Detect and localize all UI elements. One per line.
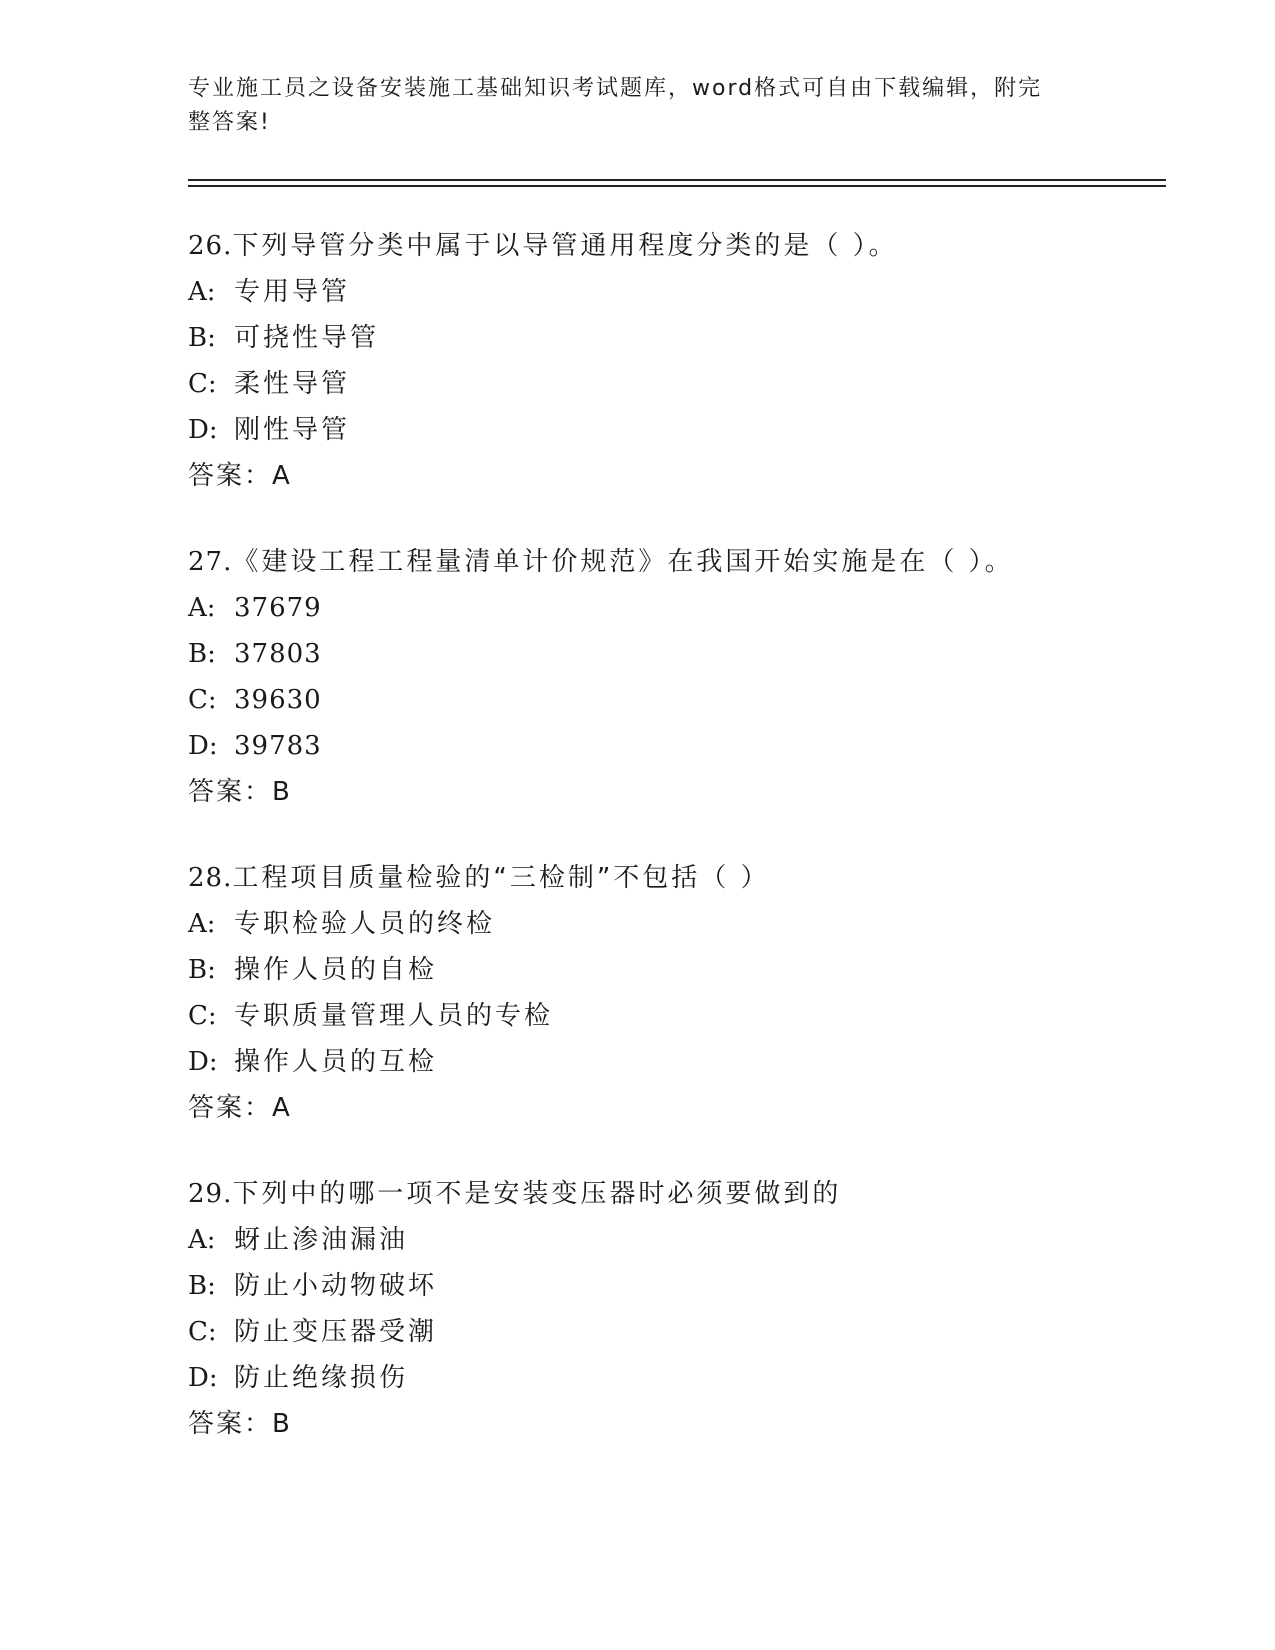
option-key: B: [188, 1271, 216, 1301]
header-line-2: 整答案! [188, 110, 271, 135]
answer-value: B [272, 777, 290, 807]
question-number: 29. [188, 1179, 233, 1209]
question-29 [188, 1171, 1168, 1447]
option-text: 专用导管 [234, 277, 351, 307]
option-b [188, 315, 1168, 361]
question-text: 下列中的哪一项不是安装变压器时必须要做到的 [232, 1179, 842, 1209]
answer-value: A [272, 1093, 290, 1123]
question-title [188, 223, 1168, 269]
option-b [188, 631, 1168, 677]
question-title [188, 855, 1168, 901]
option-d [188, 1355, 1168, 1401]
option-key: B: [188, 639, 216, 669]
option-d [188, 1039, 1168, 1085]
option-text: 专职质量管理人员的专检 [234, 1001, 554, 1031]
question-27 [188, 539, 1168, 815]
option-key: B: [188, 955, 216, 985]
option-text: 操作人员的自检 [234, 955, 438, 985]
option-b [188, 1263, 1168, 1309]
option-text: 39630 [234, 685, 322, 715]
option-c [188, 361, 1168, 407]
question-title [188, 1171, 1168, 1217]
answer-label: 答案： [188, 777, 273, 807]
option-text: 操作人员的互检 [234, 1047, 438, 1077]
option-text: 刚性导管 [234, 415, 351, 445]
option-text: 37679 [234, 593, 322, 623]
option-key: C: [188, 1317, 217, 1347]
answer-line [188, 1401, 1168, 1447]
option-a [188, 269, 1168, 315]
document-header [188, 72, 1088, 140]
question-text: 工程项目质量检验的“三检制”不包括（ ） [232, 863, 770, 893]
option-key: D: [188, 1363, 218, 1393]
option-a [188, 585, 1168, 631]
option-text: 防止绝缘损伤 [234, 1363, 409, 1393]
option-key: C: [188, 1001, 217, 1031]
answer-line [188, 453, 1168, 499]
option-text: 柔性导管 [234, 369, 351, 399]
answer-label: 答案： [188, 1409, 273, 1439]
option-key: D: [188, 1047, 218, 1077]
option-b [188, 947, 1168, 993]
question-28 [188, 855, 1168, 1131]
header-divider-bottom [188, 185, 1166, 187]
header-divider-top [188, 179, 1166, 181]
option-c [188, 1309, 1168, 1355]
option-key: A: [188, 593, 216, 623]
question-number: 26. [188, 231, 233, 261]
option-key: A: [188, 277, 216, 307]
option-key: C: [188, 685, 217, 715]
option-text: 防止变压器受潮 [234, 1317, 438, 1347]
answer-label: 答案： [188, 461, 273, 491]
option-key: A: [188, 909, 216, 939]
option-text: 可挠性导管 [234, 323, 380, 353]
option-a [188, 1217, 1168, 1263]
option-key: D: [188, 731, 218, 761]
question-number: 28. [188, 863, 233, 893]
answer-label: 答案： [188, 1093, 273, 1123]
option-d [188, 407, 1168, 453]
option-text: 37803 [234, 639, 322, 669]
option-text: 蚜止渗油漏油 [234, 1225, 409, 1255]
option-text: 防止小动物破坏 [234, 1271, 438, 1301]
question-title [188, 539, 1168, 585]
question-number: 27. [188, 547, 233, 577]
option-c [188, 677, 1168, 723]
option-text: 专职检验人员的终检 [234, 909, 496, 939]
option-d [188, 723, 1168, 769]
question-26 [188, 223, 1168, 499]
option-key: D: [188, 415, 218, 445]
question-text: 《建设工程工程量清单计价规范》在我国开始实施是在（ ）。 [232, 547, 1014, 577]
header-line-1: 专业施工员之设备安装施工基础知识考试题库，word格式可自由下载编辑，附完 [188, 76, 1043, 101]
option-c [188, 993, 1168, 1039]
option-key: A: [188, 1225, 216, 1255]
answer-line [188, 1085, 1168, 1131]
answer-line [188, 769, 1168, 815]
question-text: 下列导管分类中属于以导管通用程度分类的是（ ）。 [232, 231, 898, 261]
answer-value: A [272, 461, 290, 491]
option-text: 39783 [234, 731, 322, 761]
option-a [188, 901, 1168, 947]
answer-value: B [272, 1409, 290, 1439]
option-key: B: [188, 323, 216, 353]
option-key: C: [188, 369, 217, 399]
